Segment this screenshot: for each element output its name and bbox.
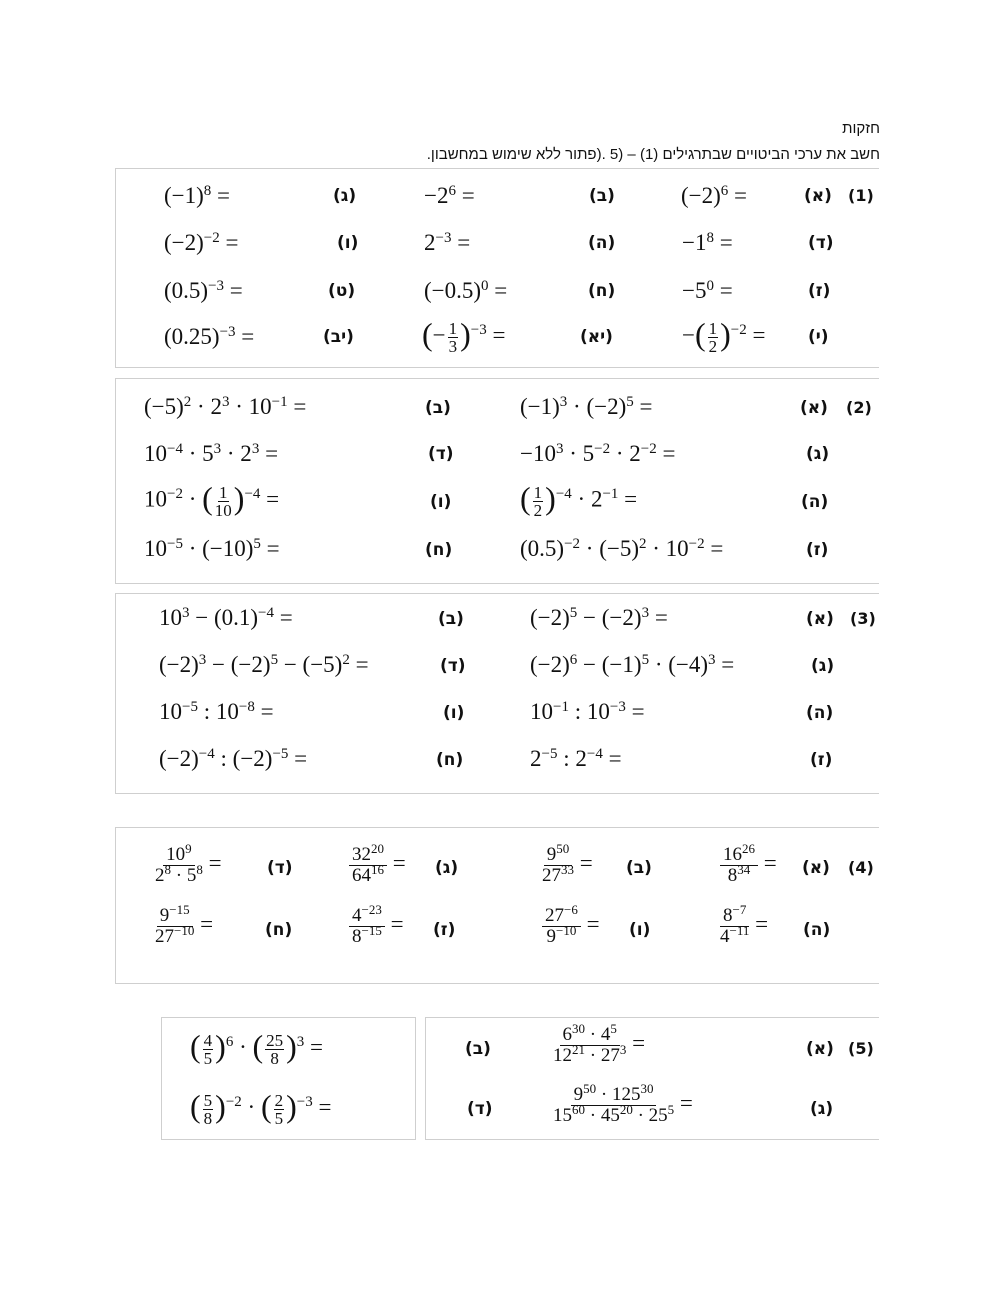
label-1d: (ד) bbox=[808, 233, 834, 253]
expr-4h: $\frac{9^{-15}}{27^{-10}}$ = bbox=[155, 901, 214, 947]
label-1g: (ז) bbox=[808, 281, 831, 301]
label-4c: (ג) bbox=[435, 858, 459, 878]
label-1b: (ב) bbox=[589, 186, 615, 206]
expr-1h: $(-0.5)^0$ = bbox=[424, 277, 508, 303]
exercise-5-number: (5) bbox=[848, 1039, 874, 1058]
label-5b: (ב) bbox=[465, 1039, 491, 1059]
label-4g: (ז) bbox=[433, 920, 456, 940]
expr-1j: −( $\frac{1}{2}$ )$^{-2}$ = bbox=[682, 316, 766, 356]
expr-2d: $10^{-4} \cdot 5^3 \cdot 2^3$ = bbox=[144, 440, 279, 466]
expr-1c: $(-1)^8$ = bbox=[164, 182, 231, 208]
expr-4e: $\frac{8^{-7}}{4^{-11}}$ = bbox=[720, 901, 769, 947]
label-1j: (י) bbox=[808, 327, 829, 347]
label-2b: (ב) bbox=[425, 398, 451, 418]
label-2c: (ג) bbox=[806, 444, 830, 464]
expr-1i: $(0.5)^{-3}$ = bbox=[164, 277, 243, 303]
page-title: חזקות bbox=[842, 120, 880, 137]
exercise-3-number: (3) bbox=[850, 609, 876, 628]
label-1c: (ג) bbox=[333, 186, 357, 206]
expr-5b: ( $\frac{4}{5}$ )$^6$ · ( $\frac{25}{8}$ )$^3$ = bbox=[190, 1028, 324, 1068]
expr-4a: $\frac{16^{26}}{8^{34}}$ = bbox=[720, 845, 777, 885]
label-2g: (ז) bbox=[806, 540, 829, 560]
expr-3d: $(-2)^3 - (-2)^5 - (-5)^2$ = bbox=[159, 651, 369, 677]
expr-4f: $\frac{27^{-6}}{9^{-10}}$ = bbox=[542, 906, 600, 946]
expr-4g: $\frac{4^{-23}}{8^{-15}}$ = bbox=[349, 906, 404, 946]
expr-2e: ( $\frac{1}{2}$ )$^{-4} \cdot 2^{-1}$ = bbox=[520, 480, 638, 520]
label-1e: (ה) bbox=[588, 233, 616, 253]
exercise-2-number: (2) bbox=[846, 398, 872, 417]
label-3f: (ו) bbox=[443, 703, 465, 723]
expr-3h: $(-2)^{-4}$ : $(-2)^{-5}$ = bbox=[159, 745, 308, 771]
expr-5d: ( $\frac{5}{8}$ )$^{-2}$ · ( $\frac{2}{5}$ )$^{-3}$ = bbox=[190, 1088, 332, 1128]
label-1k: (יא) bbox=[580, 327, 613, 347]
label-1i: (ט) bbox=[328, 281, 356, 301]
label-2f: (ו) bbox=[430, 492, 452, 512]
expr-1b: $-2^6$ = bbox=[424, 182, 475, 208]
label-4a: (א) bbox=[802, 858, 830, 878]
label-5d: (ד) bbox=[467, 1099, 493, 1119]
label-5c: (ג) bbox=[810, 1099, 834, 1119]
expr-1f: $(-2)^{-2}$ = bbox=[164, 229, 239, 255]
expr-1d: $-1^8$ = bbox=[682, 229, 733, 255]
expr-3a: $(-2)^5 - (-2)^3$ = bbox=[530, 604, 668, 630]
expr-2c: $-10^3 \cdot 5^{-2} \cdot 2^{-2}$ = bbox=[520, 440, 676, 466]
label-2d: (ד) bbox=[428, 444, 454, 464]
exercise-1-number: (1) bbox=[848, 186, 874, 205]
label-1h: (ח) bbox=[588, 281, 616, 301]
label-4d: (ד) bbox=[267, 858, 293, 878]
expr-4b: $\frac{9^{50}}{27^{33}}$ = bbox=[542, 840, 593, 886]
expr-2b: $(-5)^2 \cdot 2^3 \cdot 10^{-1}$ = bbox=[144, 393, 307, 419]
instructions: חשב את ערכי הביטויים שבתרגילים (1) – (5 .(פתור ללא שימוש במחשבון. bbox=[426, 146, 880, 163]
label-5a: (א) bbox=[806, 1039, 834, 1059]
expr-1a: $(-2)^6$ = bbox=[681, 182, 748, 208]
label-3b: (ב) bbox=[438, 609, 464, 629]
label-1l: (יב) bbox=[323, 327, 354, 347]
exercise-4-number: (4) bbox=[848, 858, 874, 877]
label-4h: (ח) bbox=[265, 920, 293, 940]
label-3e: (ה) bbox=[806, 703, 834, 723]
label-3a: (א) bbox=[806, 609, 834, 629]
label-4b: (ב) bbox=[626, 858, 652, 878]
label-1a: (א) bbox=[804, 186, 832, 206]
label-2a: (א) bbox=[800, 398, 828, 418]
label-3h: (ח) bbox=[436, 750, 464, 770]
label-3g: (ז) bbox=[810, 750, 833, 770]
expr-1k: (− $\frac{1}{3}$ )$^{-3}$ = bbox=[422, 316, 506, 356]
expr-5a: $\frac{6^{30} \cdot 4^5}{12^{21} \cdot 27^3}$ = bbox=[553, 1020, 646, 1066]
expr-3f: $10^{-5}$ : $10^{-8}$ = bbox=[159, 698, 274, 724]
expr-5c: $\frac{9^{50} \cdot 125^{30}}{15^{60} \cdot 45^{20} \cdot 25^5}$ = bbox=[553, 1080, 693, 1126]
expr-2h: $10^{-5} \cdot (-10)^5$ = bbox=[144, 535, 280, 561]
label-2e: (ה) bbox=[801, 492, 829, 512]
expr-1g: $-5^0$ = bbox=[682, 277, 733, 303]
expr-3e: $10^{-1}$ : $10^{-3}$ = bbox=[530, 698, 645, 724]
label-3d: (ד) bbox=[440, 656, 466, 676]
label-4e: (ה) bbox=[803, 920, 831, 940]
label-4f: (ו) bbox=[629, 920, 651, 940]
expr-3c: $(-2)^6 - (-1)^5 \cdot (-4)^3$ = bbox=[530, 651, 735, 677]
expr-3b: $10^3 - (0.1)^{-4}$ = bbox=[159, 604, 293, 630]
expr-2f: $10^{-2}$ · ( $\frac{1}{10}$ )$^{-4}$ = bbox=[144, 480, 280, 520]
expr-2a: $(-1)^3 \cdot (-2)^5$ = bbox=[520, 393, 653, 419]
label-3c: (ג) bbox=[811, 656, 835, 676]
expr-2g: $(0.5)^{-2} \cdot (-5)^2 \cdot 10^{-2}$ = bbox=[520, 535, 724, 561]
label-2h: (ח) bbox=[425, 540, 453, 560]
expr-1l: $(0.25)^{-3}$ = bbox=[164, 323, 255, 349]
expr-3g: $2^{-5}$ : $2^{-4}$ = bbox=[530, 745, 622, 771]
expr-4c: $\frac{32^{20}}{64^{16}}$ = bbox=[349, 845, 406, 885]
expr-1e: $2^{-3}$ = bbox=[424, 229, 471, 255]
label-1f: (ו) bbox=[337, 233, 359, 253]
expr-4d: $\frac{10^9}{2^8 \cdot 5^8}$ = bbox=[155, 840, 222, 886]
